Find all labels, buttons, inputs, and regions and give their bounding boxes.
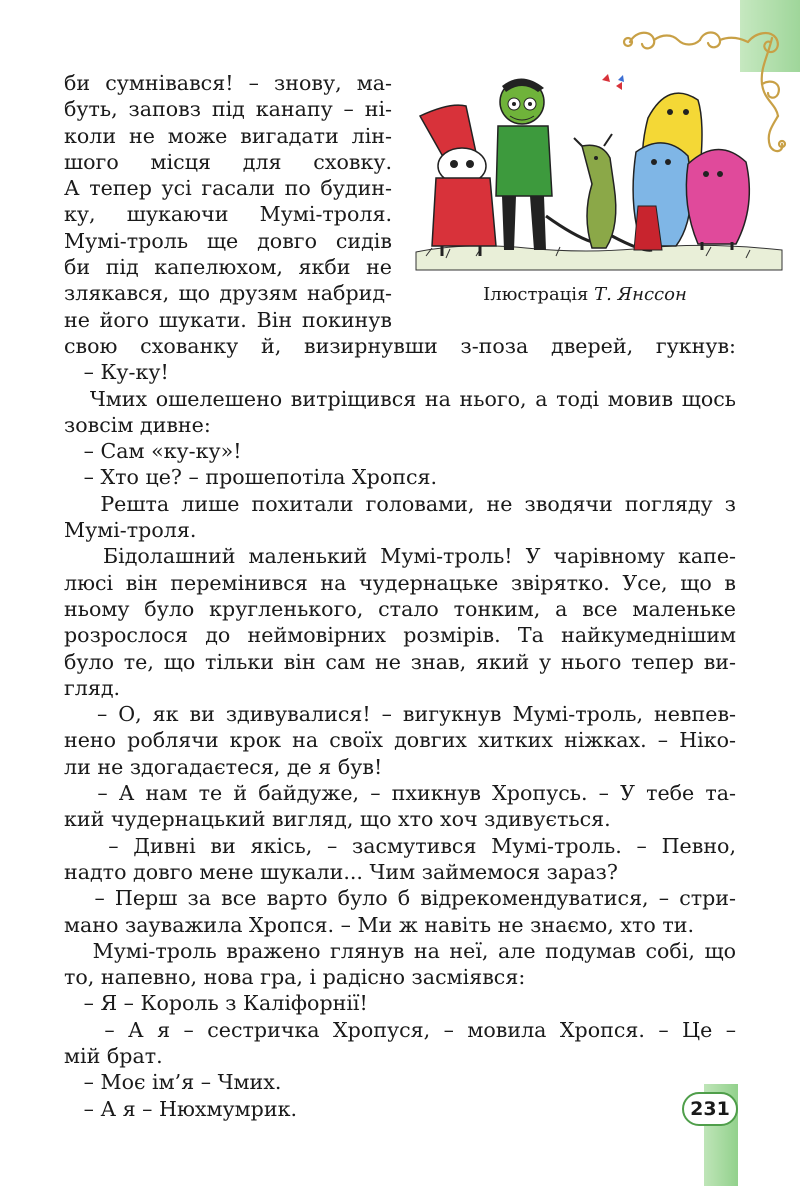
- text-line: зовсім дивне:: [64, 412, 211, 437]
- text-line: Бідолашний маленький Мумі-троль! У чарівному капе-: [64, 544, 736, 569]
- text-line: ньому було кругленького, стало тонким, а все маленьке: [64, 596, 736, 621]
- text-line: шого місця для сховку.: [64, 149, 392, 174]
- story-text: [64, 70, 736, 1122]
- text-line: – Я – Король з Каліфорнії!: [64, 991, 368, 1016]
- text-line: кий чудернацький вигляд, що хто хоч здивується.: [64, 807, 611, 832]
- text-line: нено роблячи крок на своїх довгих хитких ніжках. – Ніко-: [64, 728, 736, 753]
- text-line: мій брат.: [64, 1043, 163, 1068]
- text-line: Мумі-троль вражено глянув на неї, але подумав собі, що: [64, 938, 736, 963]
- text-line: свою схованку й, визирнувши з-поза дверей, гукнув:: [64, 333, 736, 358]
- text-line: – Хто це? – прошепотіла Хропся.: [64, 465, 438, 490]
- text-line: – А нам те й байдуже, – пхикнув Хропусь. – У тебе та-: [64, 781, 736, 806]
- text-line: – Сам «ку-ку»!: [64, 439, 242, 464]
- text-line: – Дивні ви якісь, – засмутився Мумі-троль. – Певно,: [64, 833, 736, 858]
- page-number-badge: [682, 1092, 738, 1126]
- text-line: було те, що тільки він сам не знав, який у нього тепер ви-: [64, 649, 736, 674]
- text-line: Мумі-троль ще довго сидів: [64, 228, 392, 253]
- text-line: ку, шукаючи Мумі-троля.: [64, 202, 392, 227]
- text-line: злякався, що друзям набрид-: [64, 281, 392, 306]
- page-number: 231: [682, 1092, 738, 1126]
- text-line: то, напевно, нова гра, і радісно засміявся:: [64, 965, 526, 990]
- text-line: – Перш за все варто було б відрекомендуватися, – стри-: [64, 886, 736, 911]
- text-line: коли не може вигадати лін-: [64, 123, 392, 148]
- text-line: люсі він перемінився на чудернацьке звірятко. Усе, що в: [64, 570, 736, 595]
- text-line: гляд.: [64, 675, 121, 700]
- text-line: Чмих ошелешено витріщився на нього, а тоді мовив щось: [64, 386, 736, 411]
- text-line: мано зауважила Хропся. – Ми ж навіть не знаємо, хто ти.: [64, 912, 695, 937]
- caption-prefix: Ілюстрація: [483, 284, 589, 305]
- text-line: Мумі-троля.: [64, 518, 197, 543]
- text-line: А тепер усі гасали по будин-: [64, 176, 392, 201]
- text-line: ли не здогадаєтеся, де я був!: [64, 754, 383, 779]
- text-line: – А я – Нюхмумрик.: [64, 1096, 297, 1121]
- text-line: би під капелюхом, якби не: [64, 255, 392, 280]
- text-line: буть, заповз під канапу – ні-: [64, 97, 392, 122]
- text-line: – Ку-ку!: [64, 360, 169, 385]
- text-line: не його шукати. Він покинув: [64, 307, 392, 332]
- full-width-text: [64, 333, 736, 1122]
- text-line: надто довго мене шукали... Чим займемося зараз?: [64, 859, 618, 884]
- text-line: розрослося до неймовірних розмірів. Та найкумеднішим: [64, 623, 736, 648]
- text-line: – А я – сестричка Хропуся, – мовила Хропся. – Це –: [64, 1017, 736, 1042]
- text-line: – О, як ви здивувалися! – вигукнув Мумі-троль, невпев-: [64, 702, 736, 727]
- wrapped-paragraph: [64, 70, 736, 333]
- caption-author: Т. Янссон: [594, 284, 687, 305]
- text-line: би сумнівався! – знову, ма-: [64, 71, 392, 95]
- text-line: – Моє ім’я – Чмих.: [64, 1070, 282, 1095]
- text-line: Решта лише похитали головами, не зводячи погляду з: [64, 491, 736, 516]
